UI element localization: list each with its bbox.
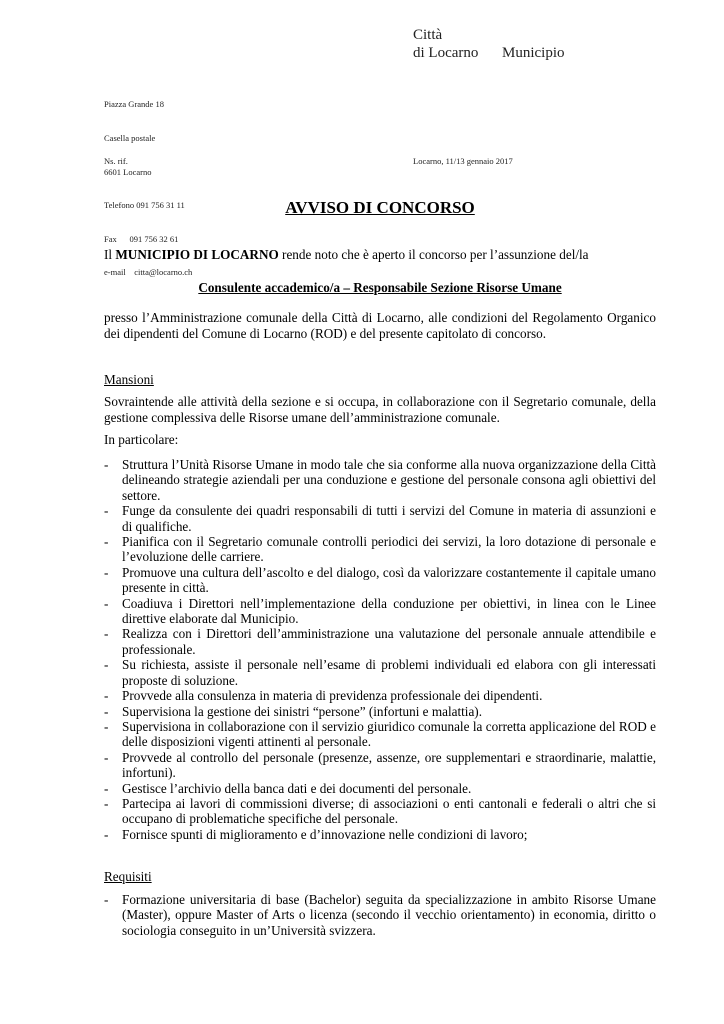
page-title: AVVISO DI CONCORSO xyxy=(285,198,475,217)
address-line: 6601 Locarno xyxy=(104,166,152,177)
mansioni-heading: Mansioni xyxy=(104,372,154,387)
list-item: - Su richiesta, assiste il personale nell’esame di problemi individuali ed elabora con gli interessati proposte di soluzione. xyxy=(104,657,656,688)
list-item: - Partecipa ai lavori di commissioni diverse; di associazioni o enti cantonali e federali o altri che si occupano di problematiche specifiche del personale. xyxy=(104,796,656,827)
address-line: Fax 091 756 32 61 xyxy=(104,233,179,244)
position-title: Consulente accademico/a – Responsabile Sezione Risorse Umane xyxy=(198,280,562,295)
letterhead-city xyxy=(413,26,478,62)
requisiti-list xyxy=(104,892,656,938)
list-item: - Pianifica con il Segretario comunale controlli periodici dei servizi, la loro dotazione di personale e l’evoluzione delle carriere. xyxy=(104,534,656,565)
letterhead-city-line1: Città xyxy=(413,27,443,43)
list-item: - Supervisiona la gestione dei sinistri “persone” (infortuni e malattia). xyxy=(104,704,656,719)
letterhead-city-line2: di Locarno xyxy=(413,45,479,61)
requisiti-heading: Requisiti xyxy=(104,869,152,884)
intro-paragraph xyxy=(104,247,656,263)
list-item: - Funge da consulente dei quadri responsabili di tutti i servizi del Comune in materia di assunzioni e di qualifiche. xyxy=(104,503,656,534)
list-item: - Formazione universitaria di base (Bachelor) seguita da specializzazione in ambito Risorse Umane (Master), oppure Master of Arts o licenza (secondo il vecchio orientamento) in economia, diritto o sociologia conseguito in un’Università svizzera. xyxy=(104,892,656,938)
address-line: Casella postale xyxy=(104,133,156,144)
address-line: Piazza Grande 18 xyxy=(104,99,164,110)
list-item: - Gestisce l’archivio della banca dati e dei documenti del personale. xyxy=(104,781,656,796)
document-date: Locarno, 11/13 gennaio 2017 xyxy=(413,156,513,166)
context-paragraph: presso l’Amministrazione comunale della Città di Locarno, alle condizioni del Regolamento Organico dei dipendenti del Comune di Locarno (ROD) e del presente capitolato di concorso. xyxy=(104,310,656,341)
list-item: - Struttura l’Unità Risorse Umane in modo tale che sia conforme alla nuova organizzazione della Città delineando strategie aziendali per una conduzione e gestione del personale consona agli obiettivi del settore. xyxy=(104,457,656,503)
list-item: - Fornisce spunti di miglioramento e d’innovazione nelle condizioni di lavoro; xyxy=(104,827,656,842)
list-item: - Provvede al controllo del personale (presenze, assenze, ore supplementari e straordinarie, malattie, infortuni). xyxy=(104,750,656,781)
list-item: - Realizza con i Direttori dell’amministrazione una valutazione del personale annuale attendibile e professionale. xyxy=(104,626,656,657)
letterhead-office: Municipio xyxy=(502,45,565,61)
list-item: - Promuove una cultura dell’ascolto e del dialogo, così da valorizzare costantemente il capitale umano presente in città. xyxy=(104,565,656,596)
address-line: Telefono 091 756 31 11 xyxy=(104,200,185,211)
in-particolare-label: In particolare: xyxy=(104,432,179,447)
reference: Ns. rif. xyxy=(104,156,128,166)
list-item: - Coadiuva i Direttori nell’implementazione della conduzione per obiettivi, in linea con le Linee direttive elaborate dal Municipio. xyxy=(104,596,656,627)
mansioni-intro: Sovraintende alle attività della sezione e si occupa, in collaborazione con il Segretario comunale, della gestione complessiva delle Risorse umane dell’amministrazione comunale. xyxy=(104,394,656,425)
mansioni-list xyxy=(104,457,656,842)
intro-suffix: rende noto che è aperto il concorso per l’assunzione del/la xyxy=(278,247,589,262)
address-line: e-mail citta@locarno.ch xyxy=(104,267,193,278)
intro-prefix: Il xyxy=(104,247,116,262)
intro-municipio: MUNICIPIO DI LOCARNO xyxy=(115,247,279,262)
list-item: - Supervisiona in collaborazione con il servizio giuridico comunale la corretta applicazione del ROD e delle disposizioni vigenti attinenti al personale. xyxy=(104,719,656,750)
list-item: - Provvede alla consulenza in materia di previdenza professionale dei dipendenti. xyxy=(104,688,656,703)
